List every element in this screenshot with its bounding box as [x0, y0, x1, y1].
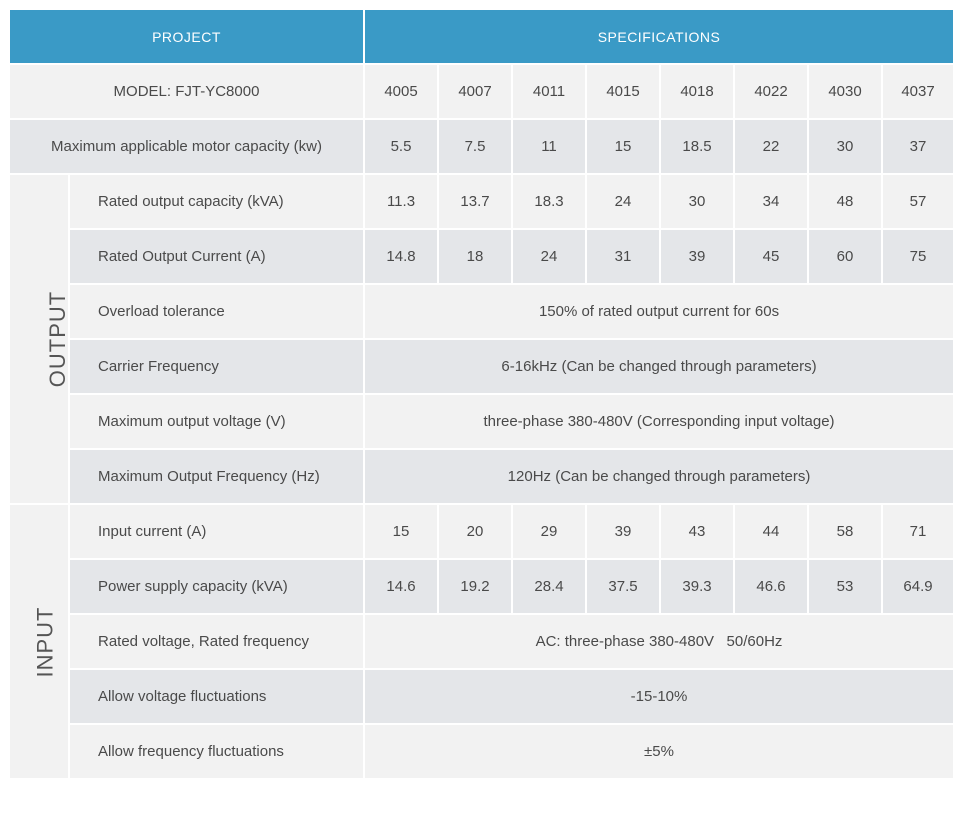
max-output-voltage-row — [9, 394, 954, 449]
frequency-fluctuations-row — [9, 724, 954, 779]
power-supply-capacity-row — [9, 559, 954, 614]
model-value: 4005 — [364, 64, 438, 119]
input-current-value: 71 — [882, 504, 954, 559]
rated-output-current-value: 14.8 — [364, 229, 438, 284]
rated-output-capacity-value: 13.7 — [438, 174, 512, 229]
carrier-frequency-label: Carrier Frequency — [69, 339, 364, 394]
rated-voltage-row — [9, 614, 954, 669]
input-current-row — [9, 504, 954, 559]
motor-capacity-value: 30 — [808, 119, 882, 174]
rated-output-capacity-value: 34 — [734, 174, 808, 229]
overload-tolerance-label: Overload tolerance — [69, 284, 364, 339]
carrier-frequency-value: 6-16kHz (Can be changed through parameters) — [364, 339, 954, 394]
input-current-value: 15 — [364, 504, 438, 559]
voltage-fluctuations-row — [9, 669, 954, 724]
motor-capacity-row — [9, 119, 954, 174]
power-supply-capacity-value: 19.2 — [438, 559, 512, 614]
rated-voltage-label: Rated voltage, Rated frequency — [69, 614, 364, 669]
power-supply-capacity-value: 28.4 — [512, 559, 586, 614]
motor-capacity-value: 7.5 — [438, 119, 512, 174]
motor-capacity-value: 5.5 — [364, 119, 438, 174]
rated-output-capacity-value: 24 — [586, 174, 660, 229]
model-value: 4018 — [660, 64, 734, 119]
voltage-fluctuations-value: -15-10% — [364, 669, 954, 724]
rated-output-capacity-row — [9, 174, 954, 229]
model-value: 4030 — [808, 64, 882, 119]
model-value: 4022 — [734, 64, 808, 119]
motor-capacity-value: 11 — [512, 119, 586, 174]
rated-output-current-value: 39 — [660, 229, 734, 284]
spec-table-container — [8, 8, 953, 780]
model-value: 4007 — [438, 64, 512, 119]
input-current-value: 29 — [512, 504, 586, 559]
power-supply-capacity-value: 53 — [808, 559, 882, 614]
model-row — [9, 64, 954, 119]
input-current-value: 43 — [660, 504, 734, 559]
motor-capacity-value: 22 — [734, 119, 808, 174]
output-section-text: OUTPUT — [45, 290, 71, 388]
power-supply-capacity-label: Power supply capacity (kVA) — [69, 559, 364, 614]
rated-output-current-row — [9, 229, 954, 284]
model-value: 4011 — [512, 64, 586, 119]
rated-output-current-value: 24 — [512, 229, 586, 284]
max-output-frequency-label: Maximum Output Frequency (Hz) — [69, 449, 364, 504]
power-supply-capacity-value: 39.3 — [660, 559, 734, 614]
power-supply-capacity-value: 46.6 — [734, 559, 808, 614]
max-output-frequency-value: 120Hz (Can be changed through parameters) — [364, 449, 954, 504]
input-current-value: 44 — [734, 504, 808, 559]
specifications-table — [8, 8, 955, 780]
rated-output-current-value: 60 — [808, 229, 882, 284]
rated-output-capacity-value: 57 — [882, 174, 954, 229]
input-section-label — [9, 504, 69, 779]
header-project: PROJECT — [9, 9, 364, 64]
input-current-value: 20 — [438, 504, 512, 559]
power-supply-capacity-value: 14.6 — [364, 559, 438, 614]
model-value: 4037 — [882, 64, 954, 119]
motor-capacity-value: 15 — [586, 119, 660, 174]
motor-capacity-value: 18.5 — [660, 119, 734, 174]
max-output-voltage-value: three-phase 380-480V (Corresponding input voltage) — [364, 394, 954, 449]
power-supply-capacity-value: 37.5 — [586, 559, 660, 614]
power-supply-capacity-value: 64.9 — [882, 559, 954, 614]
model-label: MODEL: FJT-YC8000 — [9, 64, 364, 119]
header-row — [9, 9, 954, 64]
carrier-frequency-row — [9, 339, 954, 394]
frequency-fluctuations-label: Allow frequency fluctuations — [69, 724, 364, 779]
motor-capacity-value: 37 — [882, 119, 954, 174]
voltage-fluctuations-label: Allow voltage fluctuations — [69, 669, 364, 724]
rated-output-capacity-value: 18.3 — [512, 174, 586, 229]
rated-output-capacity-value: 11.3 — [364, 174, 438, 229]
input-section-text: INPUT — [32, 606, 58, 677]
header-specifications: SPECIFICATIONS — [364, 9, 954, 64]
input-current-value: 58 — [808, 504, 882, 559]
rated-output-capacity-value: 48 — [808, 174, 882, 229]
motor-capacity-label: Maximum applicable motor capacity (kw) — [9, 119, 364, 174]
max-output-voltage-label: Maximum output voltage (V) — [69, 394, 364, 449]
overload-tolerance-value: 150% of rated output current for 60s — [364, 284, 954, 339]
rated-output-current-value: 75 — [882, 229, 954, 284]
rated-output-current-value: 18 — [438, 229, 512, 284]
model-value: 4015 — [586, 64, 660, 119]
rated-output-current-value: 45 — [734, 229, 808, 284]
rated-voltage-value: AC: three-phase 380-480V 50/60Hz — [364, 614, 954, 669]
rated-output-capacity-value: 30 — [660, 174, 734, 229]
overload-tolerance-row — [9, 284, 954, 339]
input-current-label: Input current (A) — [69, 504, 364, 559]
rated-output-current-label: Rated Output Current (A) — [69, 229, 364, 284]
rated-output-current-value: 31 — [586, 229, 660, 284]
rated-output-capacity-label: Rated output capacity (kVA) — [69, 174, 364, 229]
output-section-label — [9, 174, 69, 504]
input-current-value: 39 — [586, 504, 660, 559]
max-output-frequency-row — [9, 449, 954, 504]
frequency-fluctuations-value: ±5% — [364, 724, 954, 779]
